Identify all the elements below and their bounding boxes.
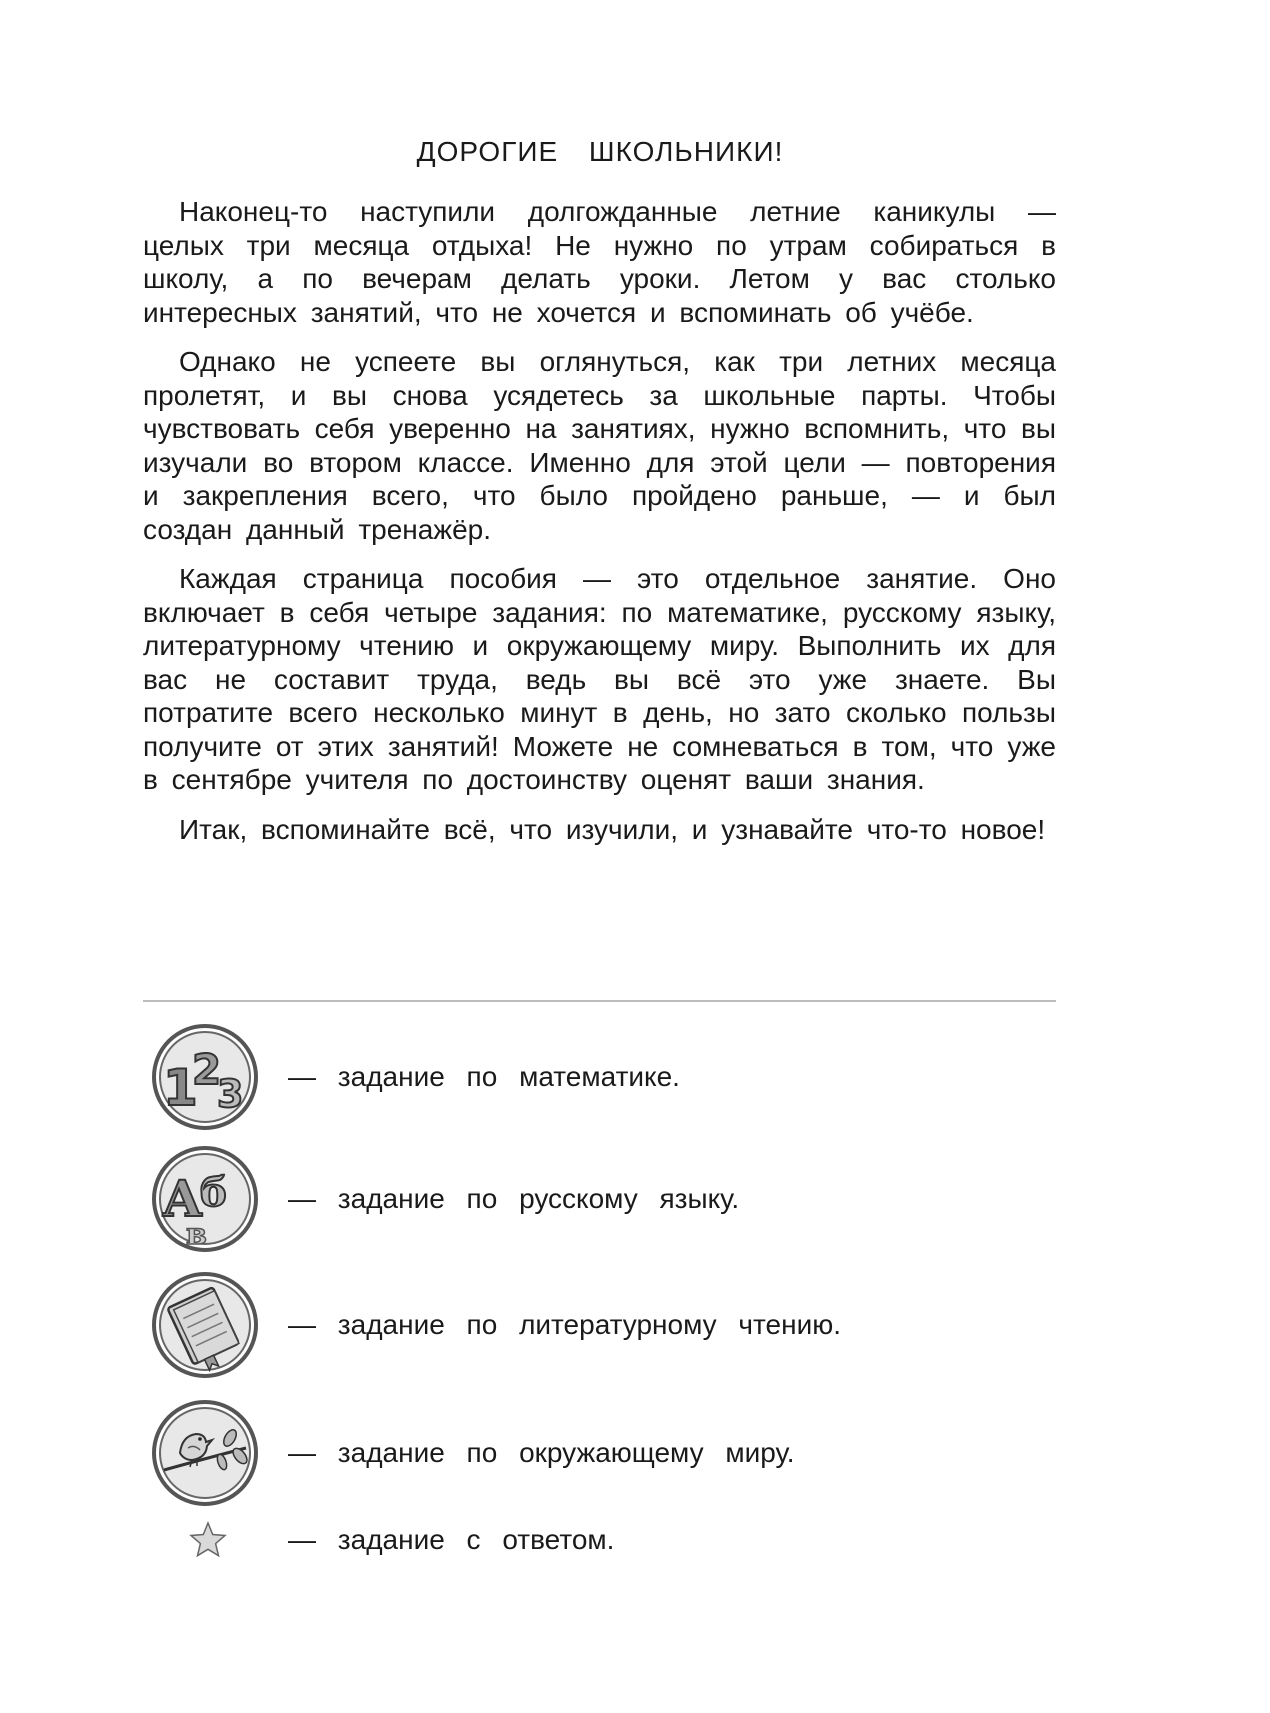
section-divider (143, 1000, 1056, 1002)
intro-text (143, 195, 1056, 862)
legend-item-answer (150, 1515, 1050, 1565)
legend-item-russian (150, 1144, 1050, 1254)
legend-text-russian: — задание по русскому языку. (288, 1183, 740, 1214)
glyph-b: б (200, 1169, 227, 1216)
paragraph-1: Наконец-то наступили долгожданные летние каникулы — целых три месяца отдыха! Не нужно по утрам собираться в школу, а по вечерам делать уроки. Летом у вас столько интересных занятий, что не хочется и вспоминать об учёбе. (143, 196, 1056, 328)
glyph-a: А (162, 1169, 203, 1228)
paragraph-3: Каждая страница пособия — это отдельное занятие. Оно включает в себя четыре задания: по математике, русскому языку, литературному чтению и окружающему миру. Выполнить их для вас не составит труда, ведь вы всё это уже знаете. Вы потратите всего несколько минут в день, но зато сколько пользы получите от этих занятий! Можете не сомневаться в том, что уже в сентябре учителя по достоинству оценят ваши знания. (143, 563, 1056, 795)
page-title: ДОРОГИЕ ШКОЛЬНИКИ! (416, 136, 784, 167)
glyph-three: 3 (217, 1072, 244, 1116)
star-icon (188, 1520, 228, 1560)
legend-text-math: — задание по математике. (288, 1061, 680, 1092)
legend-item-math (150, 1022, 1050, 1132)
legend-item-reading (150, 1270, 1050, 1380)
legend-item-world (150, 1398, 1050, 1508)
bird-on-branch-icon (150, 1398, 260, 1508)
glyph-two: 2 (192, 1045, 222, 1094)
legend-text-reading: — задание по литературному чтению. (288, 1309, 841, 1340)
glyph-one: 1 (163, 1059, 198, 1117)
legend-text-answer: — задание с ответом. (288, 1524, 615, 1555)
paragraph-2: Однако не успеете вы оглянуться, как три летних месяца пролетят, и вы снова усядетесь за школьные парты. Чтобы чувствовать себя уверенно на занятиях, нужно вспомнить, что вы изучали во втором классе. Именно для этой цели — повторения и закрепления всего, что было пройдено раньше, — и был создан данный тренажёр. (143, 346, 1056, 545)
russian-abv-icon (150, 1144, 260, 1254)
legend-text-world: — задание по окружающему миру. (288, 1437, 795, 1468)
book-icon (150, 1270, 260, 1380)
math-123-icon (150, 1022, 260, 1132)
paragraph-4: Итак, вспоминайте всё, что изучили, и узнавайте что-то новое! (179, 813, 1046, 845)
glyph-v: в (186, 1217, 207, 1252)
